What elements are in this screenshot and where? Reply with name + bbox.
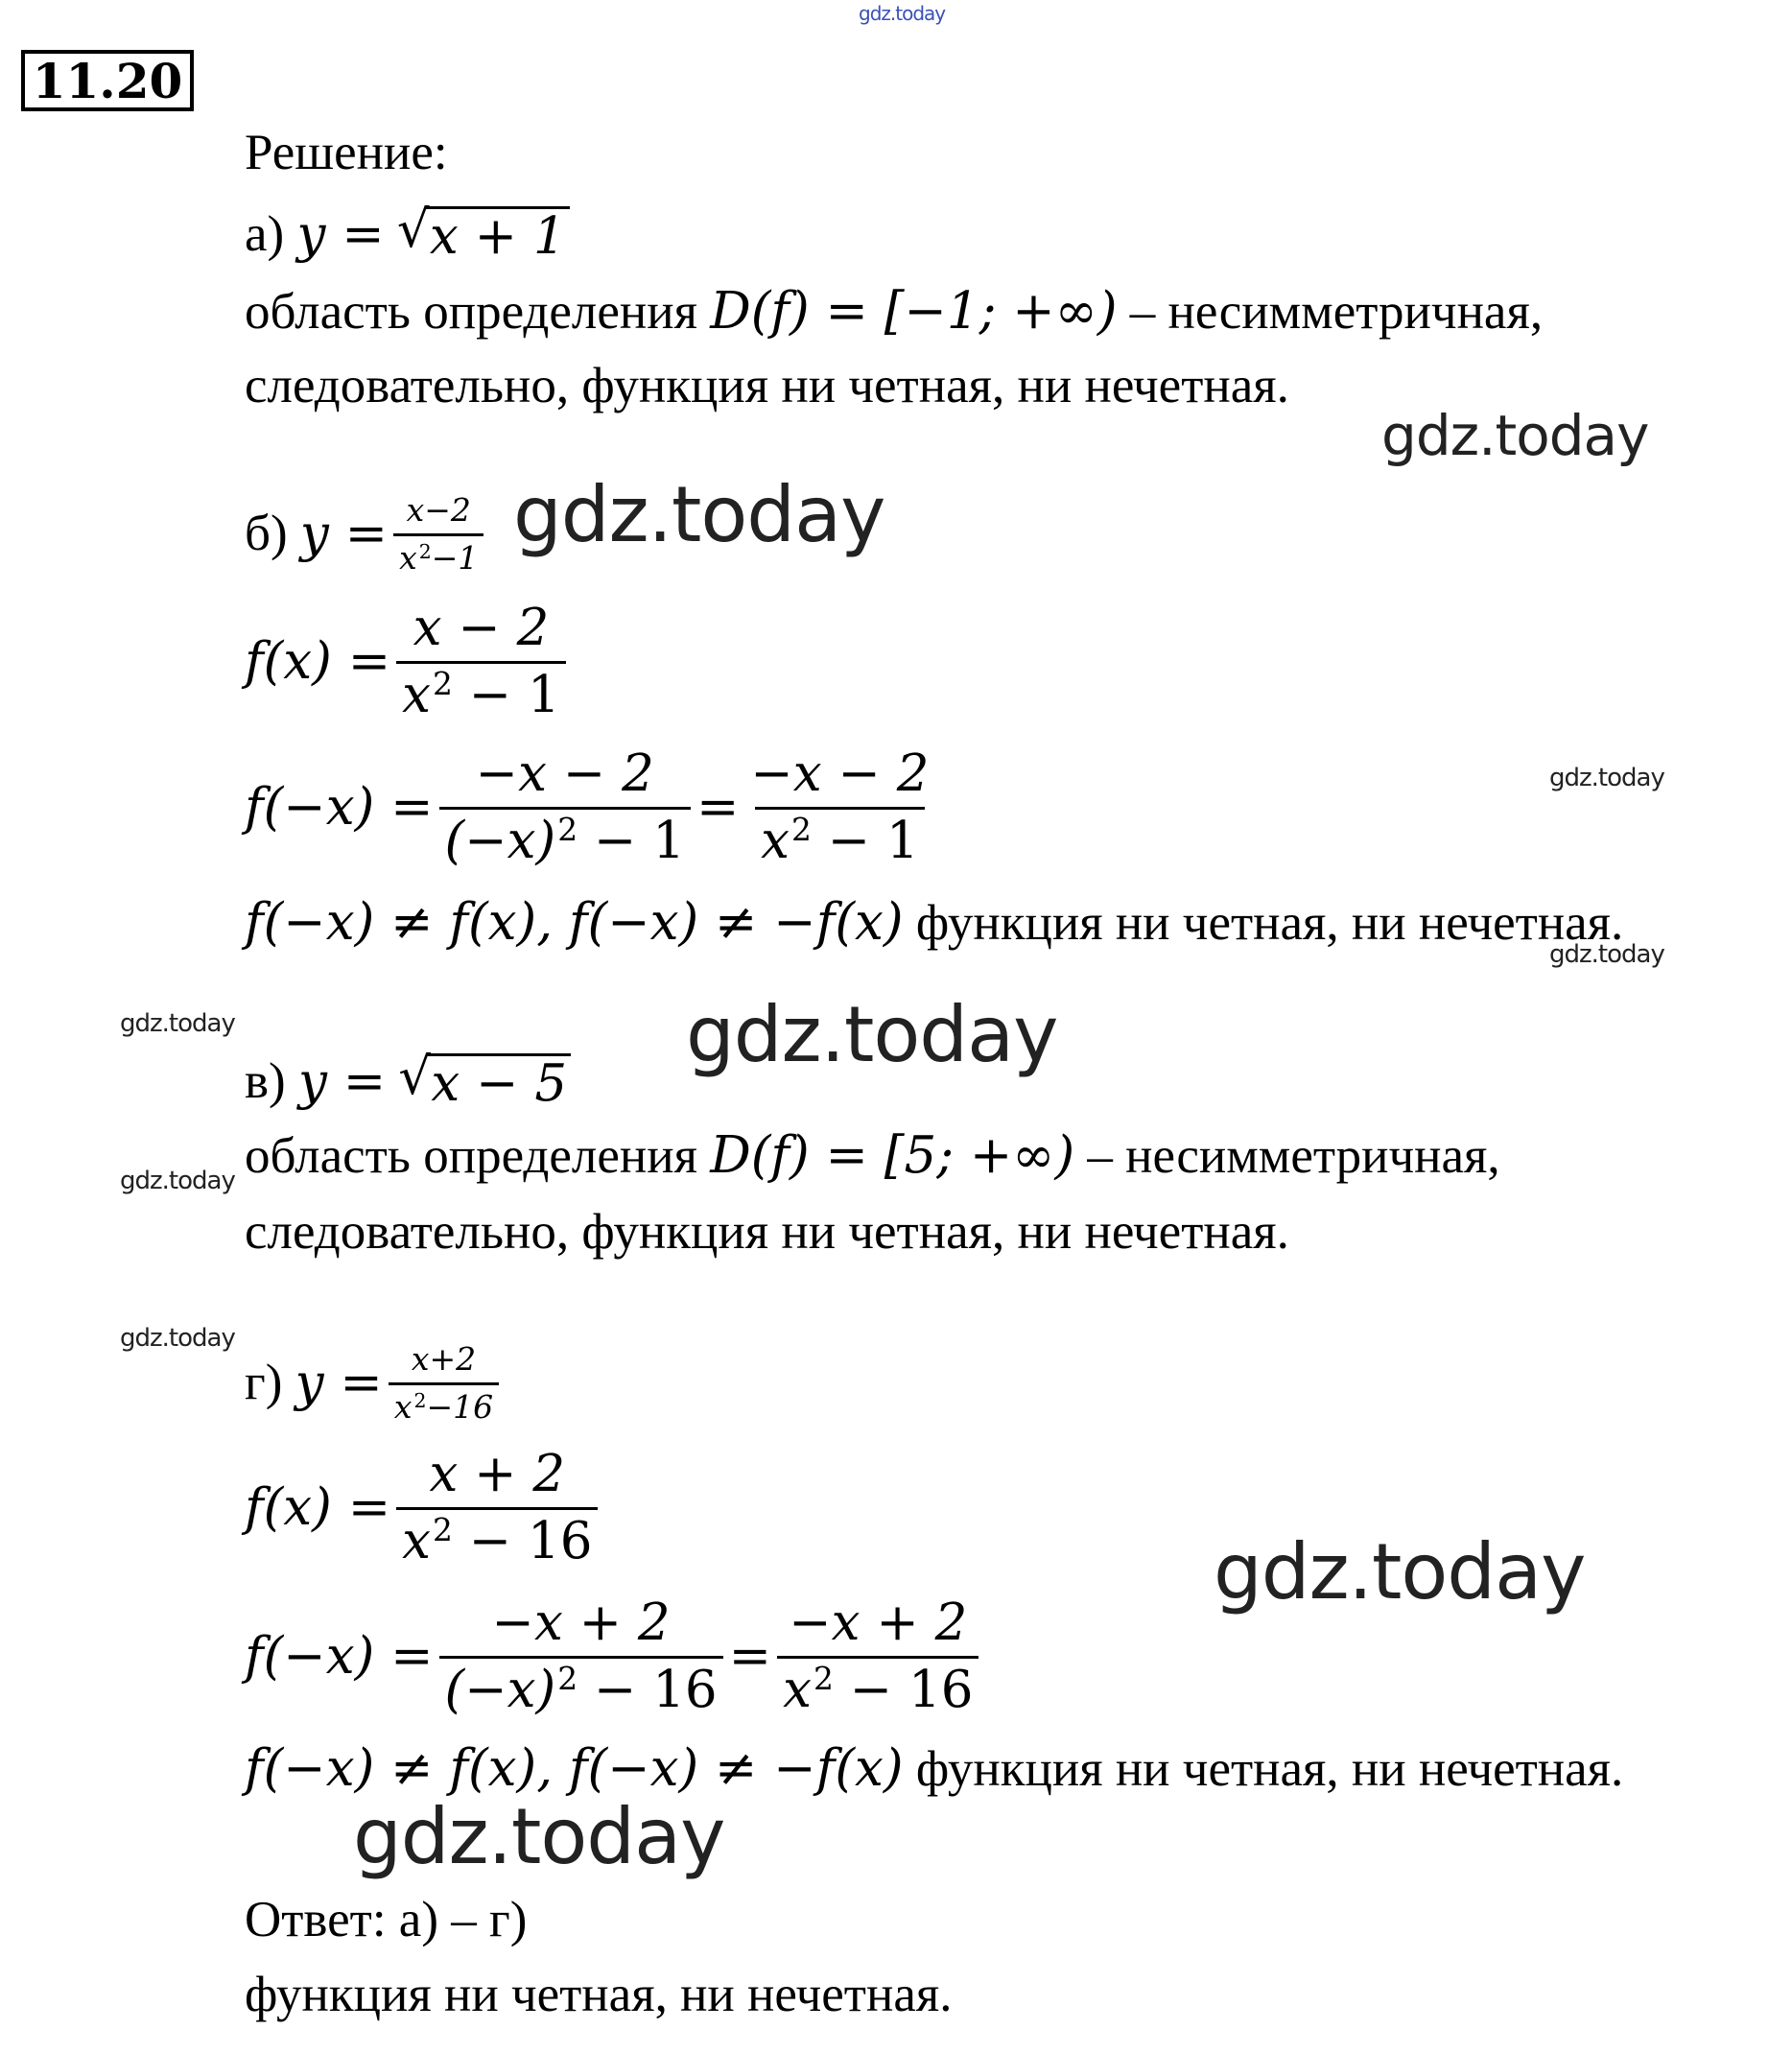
part-a-domain-suffix: – несимметричная, xyxy=(1129,284,1544,340)
den-base: x xyxy=(399,539,417,577)
den-rest: − 16 xyxy=(849,1661,974,1719)
part-v-letter: в) xyxy=(245,1052,286,1109)
part-g-ineq: f(−x) ≠ f(x), f(−x) ≠ −f(x) xyxy=(245,1739,904,1798)
den-exp: 2 xyxy=(813,1659,834,1697)
fmx-num-2: −x + 2 xyxy=(789,1593,968,1652)
part-a-domain-line xyxy=(245,282,1544,341)
part-b-letter: б) xyxy=(245,506,288,561)
den-base: (−x) xyxy=(444,1661,556,1719)
part-b-numerator: x−2 xyxy=(406,491,471,529)
part-v-domain-expr: D(f) = [5; +∞) xyxy=(710,1126,1075,1185)
fmx-den-1 xyxy=(439,1656,723,1719)
fmx-num-2: −x − 2 xyxy=(750,744,930,803)
den-base: x xyxy=(783,1661,812,1719)
den-exp: 2 xyxy=(433,1510,453,1548)
part-g-fmx xyxy=(245,1593,984,1719)
part-b-fmx-lhs: f(−x) = xyxy=(245,778,434,837)
part-v-sqrt xyxy=(398,1048,571,1113)
watermark-8: gdz.today xyxy=(120,1324,235,1353)
den-exp: 2 xyxy=(557,810,578,848)
part-b-fx-lhs: f(x) = xyxy=(245,632,391,691)
part-a-domain-expr: D(f) = [−1; +∞) xyxy=(710,282,1118,341)
den-rest: − 1 xyxy=(593,812,685,870)
answer-line-2: функция ни четная, ни нечетная. xyxy=(245,1967,953,2022)
den-rest: − 16 xyxy=(593,1661,718,1719)
part-v-conclusion: следовательно, функция ни четная, ни нечетная. xyxy=(245,1204,1289,1260)
part-g-numerator: x+2 xyxy=(411,1340,477,1378)
sqrt-icon: √ xyxy=(396,201,430,259)
part-b-fmx-fraction-1 xyxy=(439,744,691,870)
part-g-verdict: функция ни четная, ни нечетная. xyxy=(915,1741,1624,1797)
den-exp: 2 xyxy=(433,664,453,702)
part-g-fraction xyxy=(389,1340,499,1426)
task-number xyxy=(21,50,194,111)
part-g-fmx-fraction-2 xyxy=(777,1593,979,1719)
den-rest: −1 xyxy=(431,539,479,577)
part-g-fx-num: x + 2 xyxy=(429,1445,566,1503)
part-b-fmx-fraction-2 xyxy=(744,744,934,870)
part-a-letter: а) xyxy=(245,205,285,262)
part-b-denominator xyxy=(393,533,483,577)
part-a-function xyxy=(245,201,570,266)
solution-label: Решение: xyxy=(245,125,448,180)
part-a-conclusion: следовательно, функция ни четная, ни нечетная. xyxy=(245,358,1289,413)
part-b-fx-fraction xyxy=(396,599,566,724)
fmx-den-2 xyxy=(777,1656,979,1719)
fmx-num-1: −x + 2 xyxy=(491,1593,671,1652)
den-rest: − 16 xyxy=(468,1512,593,1570)
den-rest: − 1 xyxy=(827,812,919,870)
watermark-4: gdz.today xyxy=(1549,940,1664,969)
equals-sign: = xyxy=(696,778,740,837)
part-b-fx xyxy=(245,599,572,724)
part-b-ineq: f(−x) ≠ f(x), f(−x) ≠ −f(x) xyxy=(245,893,904,952)
part-b-verdict: функция ни четная, ни нечетная. xyxy=(915,895,1624,951)
watermark-7: gdz.today xyxy=(120,1167,235,1195)
den-base: x xyxy=(393,1388,413,1426)
equals-sign: = xyxy=(728,1627,772,1686)
part-v-lhs: y = xyxy=(297,1051,387,1111)
part-g-fx xyxy=(245,1445,603,1570)
sqrt-icon: √ xyxy=(398,1048,432,1106)
part-g-denominator xyxy=(389,1382,499,1426)
den-exp: 2 xyxy=(413,1388,427,1412)
part-v-radicand: x − 5 xyxy=(427,1053,571,1109)
part-g-fmx-fraction-1 xyxy=(439,1593,723,1719)
watermark-2: gdz.today xyxy=(513,470,885,559)
den-base: x xyxy=(761,812,790,870)
part-g-lhs: y = xyxy=(295,1354,383,1412)
den-exp: 2 xyxy=(418,539,432,563)
watermark-10: gdz.today xyxy=(353,1792,725,1881)
den-base: (−x) xyxy=(444,812,556,870)
den-rest: −16 xyxy=(426,1388,494,1426)
part-a-lhs: y = xyxy=(296,204,385,264)
den-rest: − 1 xyxy=(468,666,560,724)
part-v-domain-line xyxy=(245,1126,1500,1185)
part-a-radicand: x + 1 xyxy=(426,206,570,262)
den-exp: 2 xyxy=(557,1659,578,1697)
part-b-fraction xyxy=(393,491,483,577)
den-base: x xyxy=(402,666,432,724)
part-b-fmx xyxy=(245,744,940,870)
watermark-3: gdz.today xyxy=(1549,764,1664,792)
watermark-9: gdz.today xyxy=(1214,1527,1586,1616)
fmx-den-1 xyxy=(439,807,691,870)
part-a-domain-prefix: область определения xyxy=(245,284,697,340)
watermark-1: gdz.today xyxy=(1381,403,1649,468)
part-b-verdict-line xyxy=(245,893,1624,952)
part-g-function xyxy=(245,1340,505,1426)
watermark-6: gdz.today xyxy=(686,990,1058,1079)
watermark-top: gdz.today xyxy=(859,2,946,25)
part-v-function xyxy=(245,1048,571,1113)
part-b-function xyxy=(245,491,489,577)
part-g-fmx-lhs: f(−x) = xyxy=(245,1627,434,1686)
part-g-fx-fraction xyxy=(396,1445,598,1570)
watermark-5: gdz.today xyxy=(120,1009,235,1038)
part-g-fx-den xyxy=(396,1507,598,1570)
fmx-den-2 xyxy=(755,807,925,870)
task-number-text: 11.20 xyxy=(32,52,183,109)
part-v-domain-prefix: область определения xyxy=(245,1128,697,1184)
part-v-domain-suffix: – несимметричная, xyxy=(1087,1128,1500,1184)
part-b-lhs: y = xyxy=(299,505,389,563)
part-b-fx-den xyxy=(396,661,566,724)
part-g-verdict-line xyxy=(245,1739,1624,1798)
part-g-letter: г) xyxy=(245,1355,283,1410)
den-base: x xyxy=(402,1512,432,1570)
den-exp: 2 xyxy=(790,810,812,848)
answer-line-1: Ответ: а) – г) xyxy=(245,1892,528,1947)
part-a-sqrt xyxy=(396,201,570,266)
part-b-fx-num: x − 2 xyxy=(413,599,550,657)
part-g-fx-lhs: f(x) = xyxy=(245,1478,391,1537)
fmx-num-1: −x − 2 xyxy=(475,744,654,803)
